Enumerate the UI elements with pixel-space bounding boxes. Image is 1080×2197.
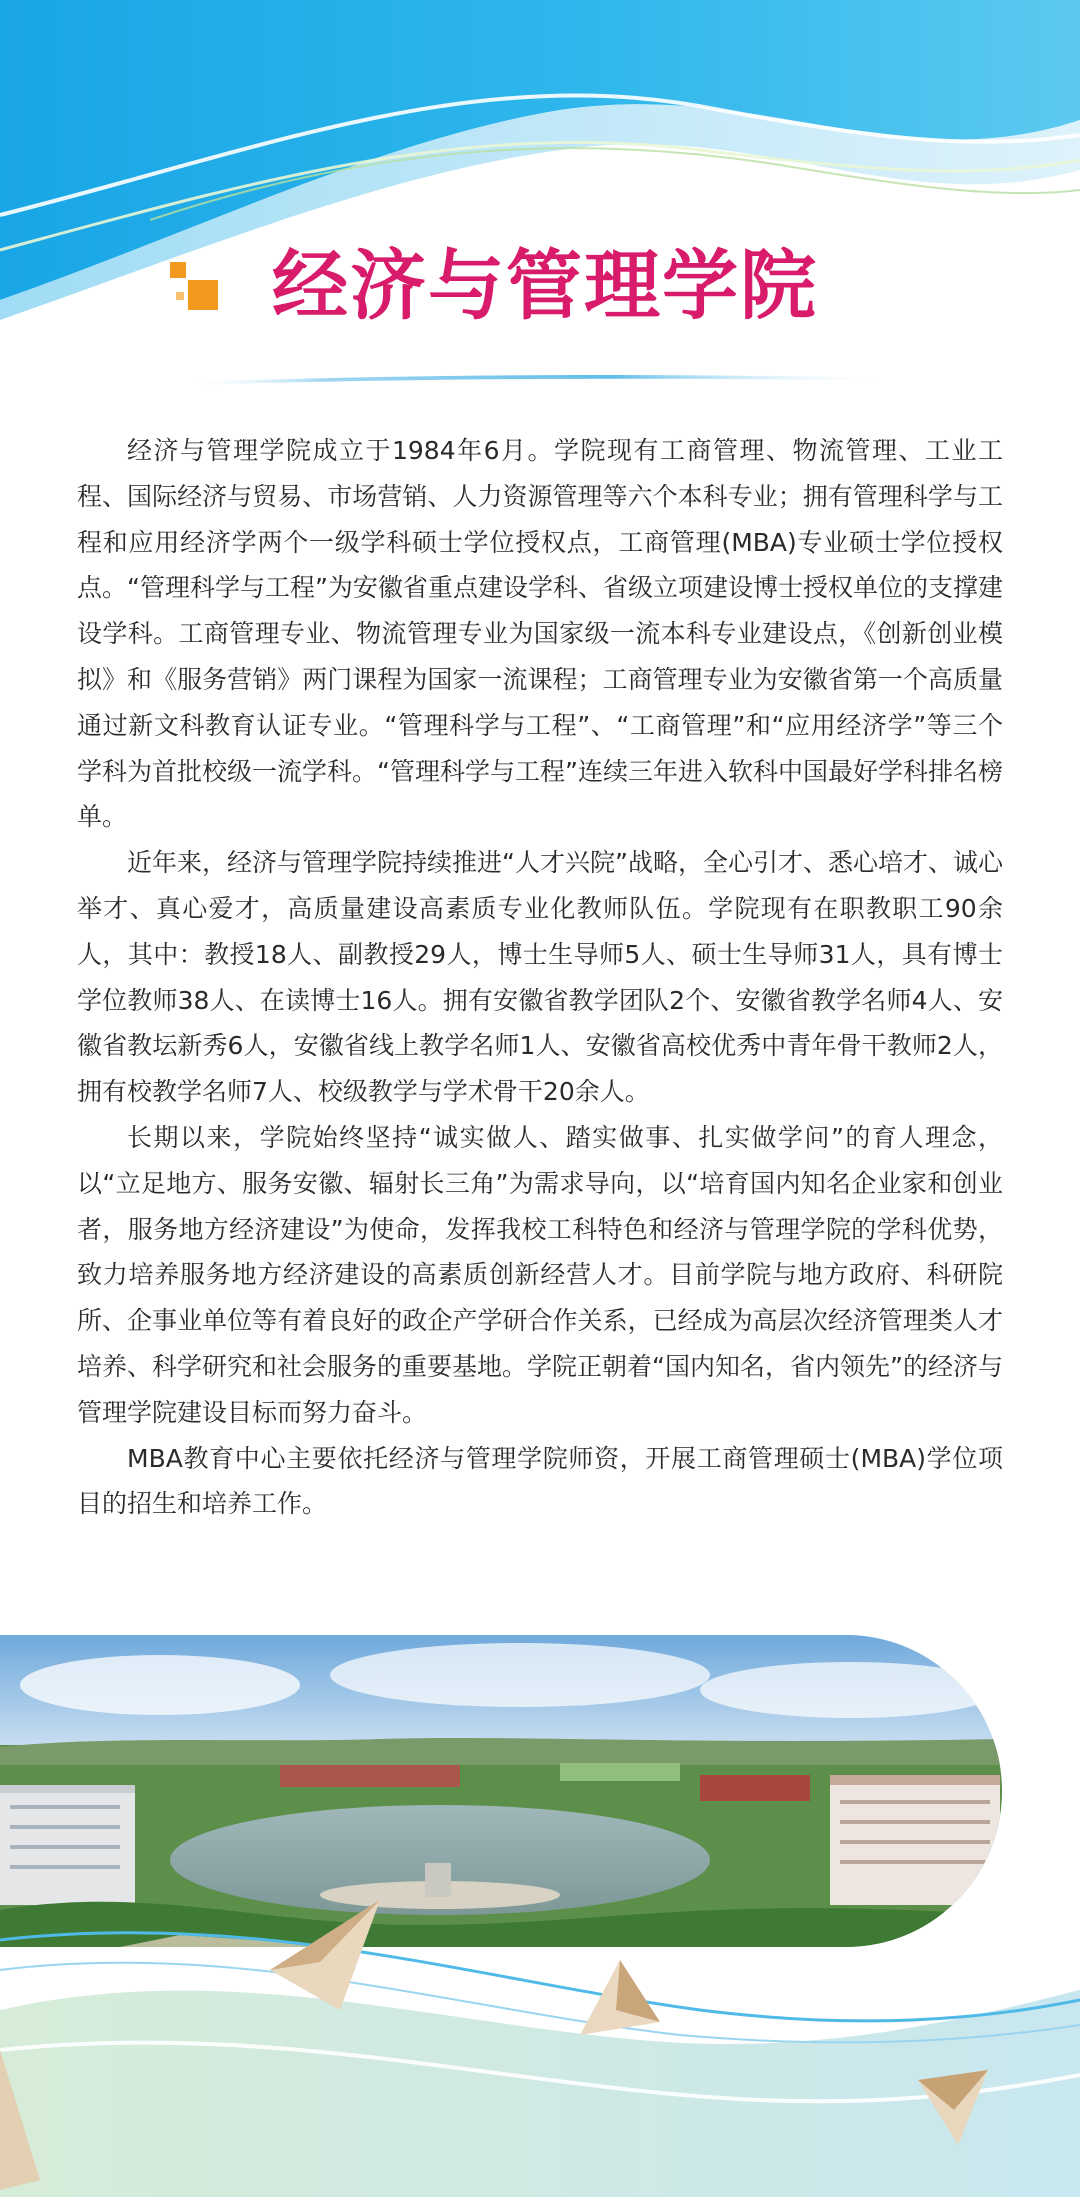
paragraph-faculty: 近年来，经济与管理学院持续推进“人才兴院”战略，全心引才、悉心培才、诚心举才、真心爱才，高质量建设高素质专业化教师队伍。学院现有在职教职工90余人，其中：教授18人、副教授29人，博士生导师5人、硕士生导师31人，具有博士学位教师38人、在读博士16人。拥有安徽省教学团队2个、安徽省教学名师4人、安徽省教坛新秀6人，安徽省线上教学名师1人、安徽省高校优秀中青年骨干教师2人，拥有校教学名师7人、校级教学与学术骨干20余人。 xyxy=(77,848,1003,1107)
intro-text xyxy=(77,428,1003,1527)
paper-plane-icon xyxy=(918,2070,988,2145)
paper-plane-icon xyxy=(0,2050,40,2190)
paper-plane-icon xyxy=(270,1900,390,2010)
paragraph-history: 经济与管理学院成立于1984年6月。学院现有工商管理、物流管理、工业工程、国际经济与贸易、市场营销、人力资源管理等六个本科专业；拥有管理科学与工程和应用经济学两个一级学科硕士学位授权点，工商管理(MBA)专业硕士学位授权点。“管理科学与工程”为安徽省重点建设学科、省级立项建设博士授权单位的支撑建设学科。工商管理专业、物流管理专业为国家级一流本科专业建设点，《创新创业模拟》和《服务营销》两门课程为国家一流课程；工商管理专业为安徽省第一个高质量通过新文科教育认证专业。“管理科学与工程”、“工商管理”和“应用经济学”等三个学科为首批校级一流学科。“管理科学与工程”连续三年进入软科中国最好学科排名榜单。 xyxy=(77,436,1003,832)
orange-squares-icon xyxy=(170,262,224,310)
paper-plane-icon xyxy=(580,1960,660,2035)
title-underline xyxy=(180,372,900,386)
page-title: 经济与管理学院 xyxy=(272,241,818,330)
paragraph-mba: MBA教育中心主要依托经济与管理学院师资，开展工商管理硕士(MBA)学位项目的招生和培养工作。 xyxy=(77,1443,1003,1519)
bottom-wave-decoration xyxy=(0,1900,1080,2197)
paragraph-mission: 长期以来，学院始终坚持“诚实做人、踏实做事、扎实做学问”的育人理念，以“立足地方、服务安徽、辐射长三角”为需求导向，以“培育国内知名企业家和创业者，服务地方经济建设”为使命，发挥我校工科特色和经济与管理学院的学科优势，致力培养服务地方经济建设的高素质创新经营人才。目前学院与地方政府、科研院所、企事业单位等有着良好的政企产学研合作关系，已经成为高层次经济管理类人才培养、科学研究和社会服务的重要基地。学院正朝着“国内知名，省内领先”的经济与管理学院建设目标而努力奋斗。 xyxy=(77,1122,1004,1427)
